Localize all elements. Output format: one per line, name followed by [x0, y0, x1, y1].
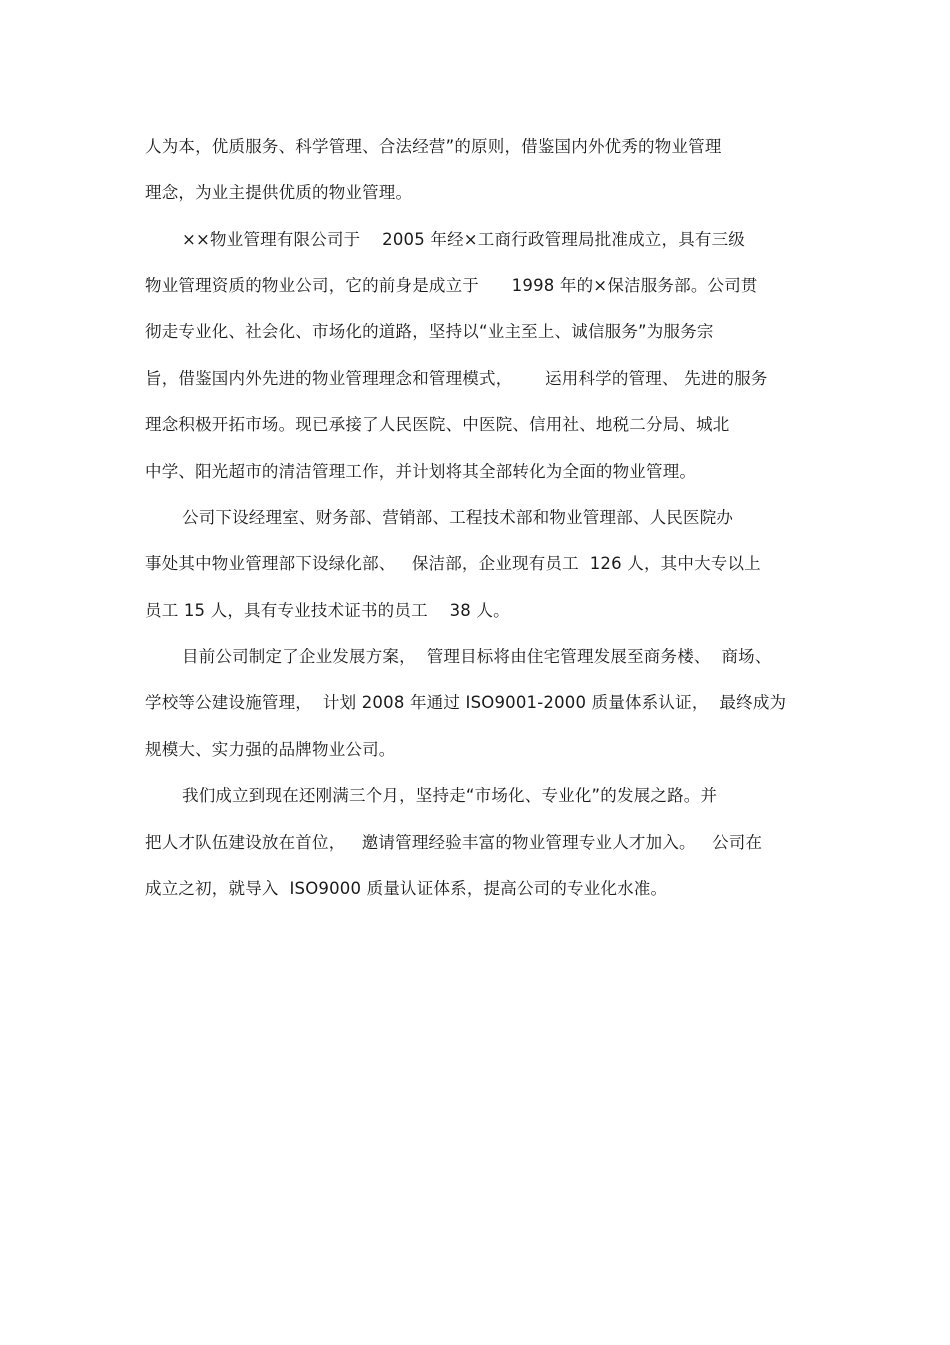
text-line: 旨，借鉴国内外先进的物业管理理念和管理模式， 运用科学的管理、 先进的服务	[145, 369, 768, 388]
text-line: 把人才队伍建设放在首位， 邀请管理经验丰富的物业管理专业人才加入。 公司在	[145, 833, 763, 852]
text-line: 事处其中物业管理部下设绿化部、 保洁部，企业现有员工 126 人，其中大专以上	[145, 554, 761, 573]
text-line: 理念，为业主提供优质的物业管理。	[145, 183, 413, 202]
text-line: 员工 15 人，具有专业技术证书的员工 38 人。	[145, 601, 510, 620]
text-line: 学校等公建设施管理， 计划 2008 年通过 ISO9001-2000 质量体系认证， 最终成为	[145, 693, 787, 712]
paragraph-start-line: 我们成立到现在还刚满三个月，坚持走“市场化、专业化”的发展之路。并	[182, 786, 718, 805]
text-line: 人为本，优质服务、科学管理、合法经营”的原则，借鉴国内外优秀的物业管理	[145, 137, 722, 156]
text-line: 理念积极开拓市场。现已承接了人民医院、中医院、信用社、地税二分局、城北	[145, 415, 730, 434]
paragraph-start-line: 公司下设经理室、财务部、营销部、工程技术部和物业管理部、人民医院办	[182, 508, 734, 527]
text-line: 物业管理资质的物业公司，它的前身是成立于 1998 年的×保洁服务部。公司贯	[145, 276, 758, 295]
text-line: 成立之初，就导入 ISO9000 质量认证体系，提高公司的专业化水准。	[145, 879, 668, 898]
paragraph-start-line: 目前公司制定了企业发展方案， 管理目标将由住宅管理发展至商务楼、 商场、	[182, 647, 772, 666]
text-line: 中学、阳光超市的清洁管理工作，并计划将其全部转化为全面的物业管理。	[145, 462, 697, 481]
paragraph-start-line: ××物业管理有限公司于 2005 年经×工商行政管理局批准成立，具有三级	[182, 230, 745, 249]
text-line: 彻走专业化、社会化、市场化的道路，坚持以“业主至上、诚信服务”为服务宗	[145, 322, 714, 341]
text-line: 规模大、实力强的品牌物业公司。	[145, 740, 396, 759]
